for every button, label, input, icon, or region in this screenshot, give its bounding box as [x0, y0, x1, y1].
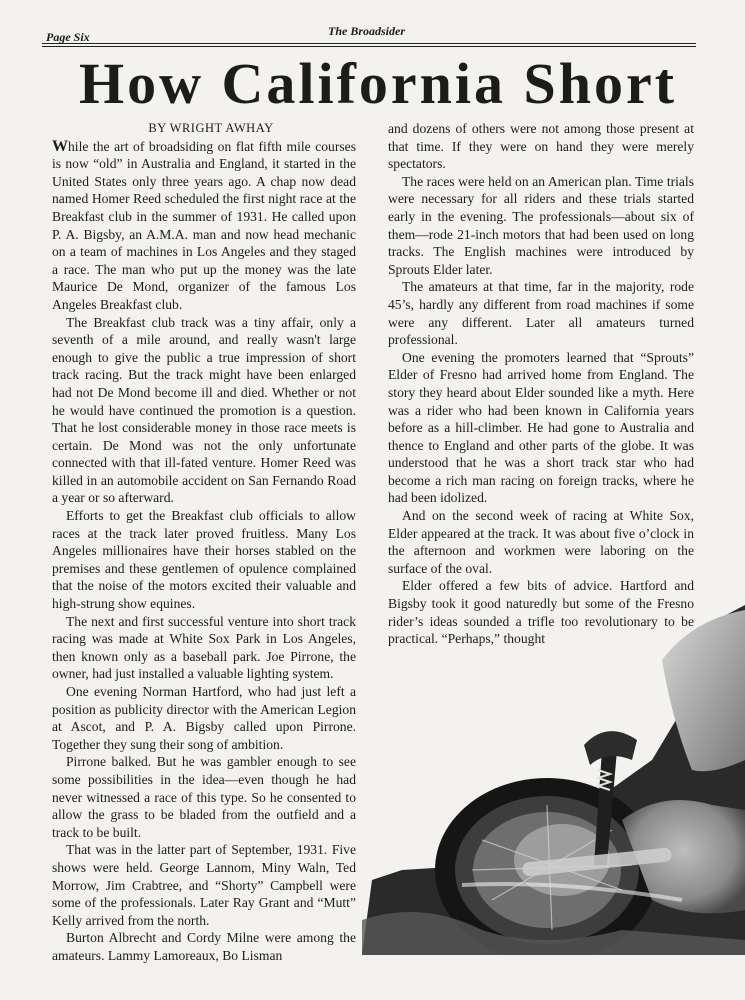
initial-letter: W	[52, 137, 68, 155]
publication-name: The Broadsider	[328, 24, 406, 38]
paragraph: The races were held on an American plan. Time trials were necessary for all riders and these trials started early in the evening. The professionals—about six of them—rode 21-inch motors that had been used on long tracks. The English machines were introduced by Sprouts Elder later.	[388, 173, 694, 277]
paragraph: And on the second week of racing at White Sox, Elder appeared at the track. It was about five o’clock in the afternoon and workmen were laboring on the surface of the oval.	[388, 508, 694, 576]
paragraph: One evening the promoters learned that “Sprouts” Elder of Fresno had arrived home from England. The story they heard about Elder sounded like a myth. Here was a rider who had been known in California years before as a hill-climber. He had gone to Australia and thence to England and other parts of the globe. It was understood that he was a short track star who had become a rich man racing on foreign tracks, where he had been idolized.	[388, 349, 694, 506]
paragraph: The amateurs at that time, far in the majority, rode 45’s, hardly any different from road machines if some were any different. Later all amateurs turned professional.	[388, 279, 694, 348]
article-column-left	[52, 120, 356, 965]
paragraph	[52, 138, 356, 314]
page-header	[46, 24, 696, 42]
motorcycle-photo	[362, 600, 745, 955]
paragraph: Pirrone balked. But he was gambler enough to see some possibilities in the idea—even though he had never witnessed a race of this type. So he consented to allow the grass to be bladed from the outfield and a track to be built.	[52, 754, 356, 840]
header-rule-bottom	[42, 46, 696, 47]
paragraph: Burton Albrecht and Cordy Milne were among the amateurs. Lammy Lamoreaux, Bo Lisman	[52, 930, 356, 963]
header-rule-top	[42, 43, 696, 44]
article-column-right	[388, 120, 694, 648]
paragraph: One evening Norman Hartford, who had just left a position as publicity director with the American Legion at Ascot, and P. A. Bigsby called upon Pirrone. Together they sung their song of ambition.	[52, 684, 356, 752]
headline: How California Short	[79, 51, 678, 116]
paragraph: Efforts to get the Breakfast club officials to allow races at the track later proved fruitless. Many Los Angeles millionaires have their horses stabled on the premises and these gentlemen of opulence complained that the noise of the motors excited their valuable and high-strung show equines.	[52, 508, 356, 612]
byline: BY WRIGHT AWHAY	[148, 121, 274, 135]
paragraph: and dozens of others were not among those present at that time. If they were on hand they were merely spectators.	[388, 121, 694, 172]
paragraph-text: hile the art of broadsiding on flat fifth mile courses is now “old” in Australia and England, it started in the United States only three years ago. A chap now dead named Homer Reed scheduled the first night race at the Breakfast club in the summer of 1931. He called upon P. A. Bigsby, an A.M.A. man and now head mechanic on a team of machines in Los Angeles and they staged a race. The man who put up the money was the late Maurice De Mond, organizer of the famous Los Angeles Breakfast club.	[52, 138, 356, 312]
paragraph: The next and first successful venture into short track racing was made at White Sox Park in Los Angeles, then known only as a baseball park. Joe Pirrone, the owner, had just installed a valuable lighting system.	[52, 613, 356, 682]
paragraph: The Breakfast club track was a tiny affair, only a seventh of a mile around, and really wasn't large enough to give the public a true impression of short track racing. But the track might have been enlarged had not De Mond become ill and died. Whether or not he would have continued the promotion is a question. That he lost considerable money in those race meets is certain. De Mond was not the only unfortunate connected with that ill-fated venture. Homer Reed was killed in an automobile accident on San Fernando Road a year or so afterward.	[52, 314, 356, 506]
page-number: Page Six	[46, 30, 90, 44]
paragraph: That was in the latter part of September, 1931. Five shows were held. George Lannom, Miny Waln, Ted Morrow, Jim Crabtree, and “Shorty” Campbell were some of the professionals. Later Ray Grant and “Mutt” Kelly arrived from the north.	[52, 842, 356, 928]
paragraph: Elder offered a few bits of advice. Hartford and Bigsby took it good naturedly but some of the Fresno rider’s ideas sounded a trifle too revolutionary to be practical. “Perhaps,” thought	[388, 578, 694, 647]
